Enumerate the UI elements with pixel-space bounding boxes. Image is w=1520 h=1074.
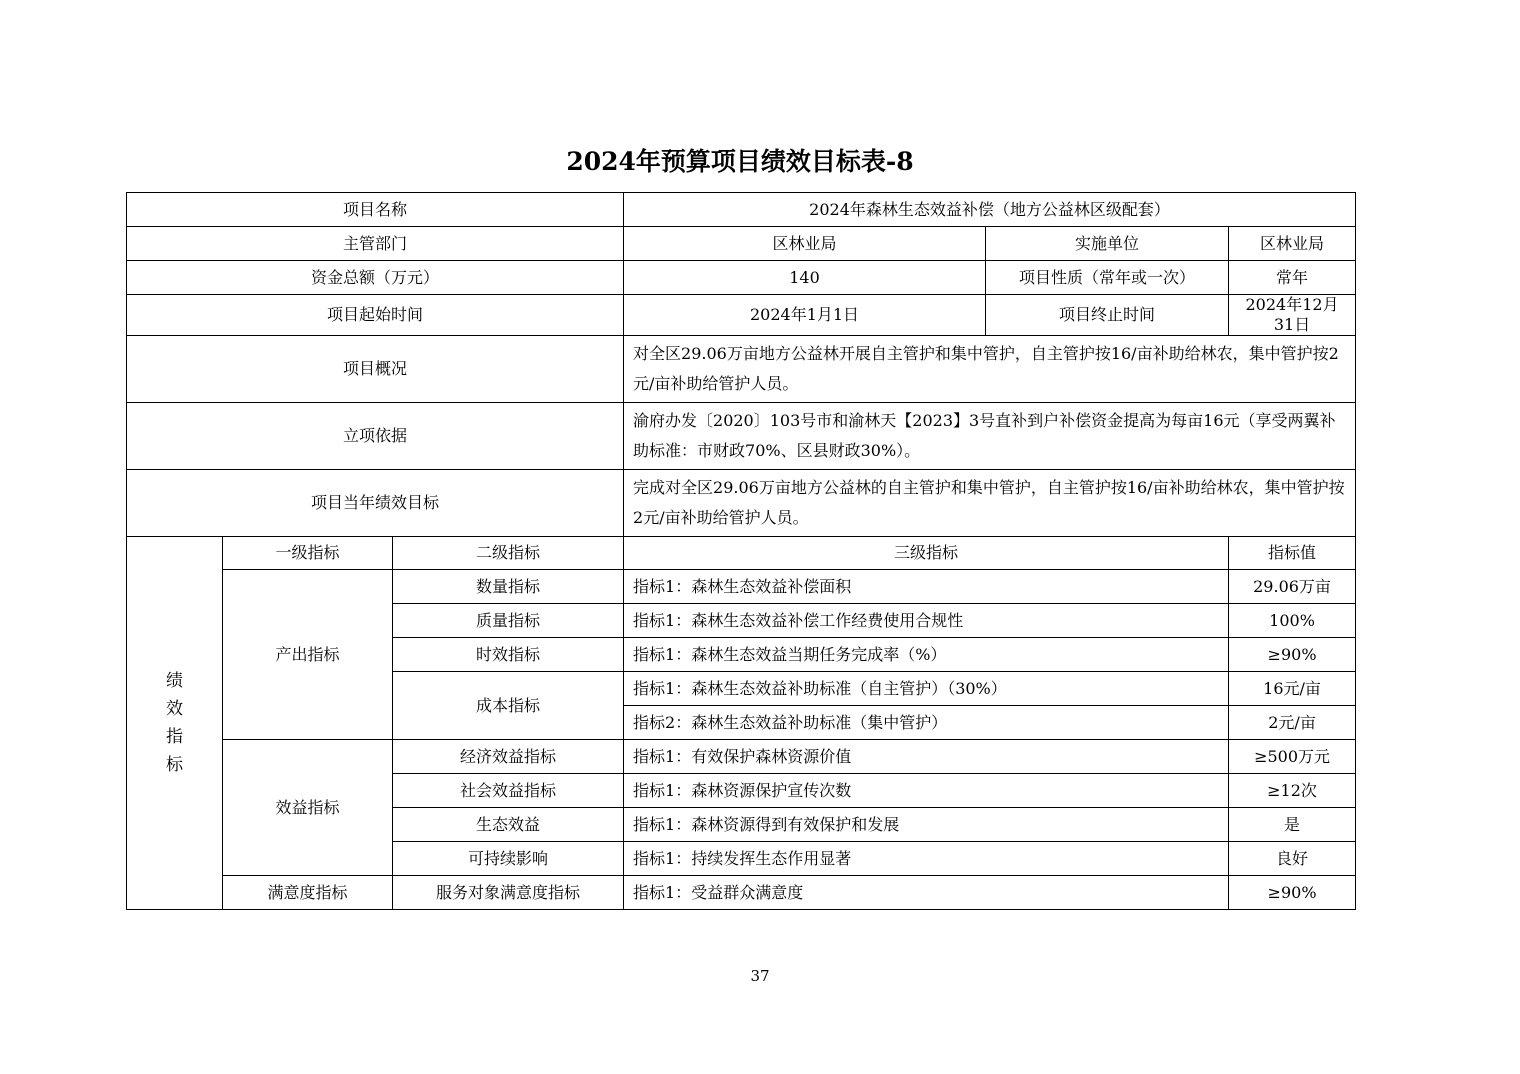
basis-label: 立项依据 — [127, 403, 624, 470]
level3-cell: 指标1：有效保护森林资源价值 — [624, 740, 1229, 774]
level3-cell: 指标1：受益群众满意度 — [624, 876, 1229, 910]
value-cell: ≥90% — [1229, 638, 1356, 672]
end-label: 项目终止时间 — [986, 295, 1229, 336]
row-quantity — [127, 570, 1356, 604]
row-economic — [127, 740, 1356, 774]
fund-label: 资金总额（万元） — [127, 261, 624, 295]
level2-cell: 社会效益指标 — [393, 774, 624, 808]
performance-indicators-side-label — [127, 537, 223, 910]
level3-cell: 指标1：森林生态效益补助标准（自主管护）（30%） — [624, 672, 1229, 706]
satisfaction-indicator-label: 满意度指标 — [223, 876, 393, 910]
project-name-label: 项目名称 — [127, 193, 624, 227]
value-cell: ≥500万元 — [1229, 740, 1356, 774]
impl-label: 实施单位 — [986, 227, 1229, 261]
header-level3: 三级指标 — [624, 537, 1229, 570]
fund-value: 140 — [624, 261, 986, 295]
level2-cell: 服务对象满意度指标 — [393, 876, 624, 910]
level3-cell: 指标1：森林资源得到有效保护和发展 — [624, 808, 1229, 842]
performance-table — [126, 192, 1356, 910]
level3-cell: 指标1：森林生态效益当期任务完成率（%） — [624, 638, 1229, 672]
side-char: 效 — [166, 699, 183, 719]
side-char: 绩 — [166, 671, 183, 691]
project-name-value: 2024年森林生态效益补偿（地方公益林区级配套） — [624, 193, 1356, 227]
impl-value: 区林业局 — [1229, 227, 1356, 261]
row-satisfaction — [127, 876, 1356, 910]
header-level2: 二级指标 — [393, 537, 624, 570]
row-goal — [127, 470, 1356, 537]
header-value: 指标值 — [1229, 537, 1356, 570]
row-basis — [127, 403, 1356, 470]
output-indicator-label: 产出指标 — [223, 570, 393, 740]
value-cell: 100% — [1229, 604, 1356, 638]
value-cell: 29.06万亩 — [1229, 570, 1356, 604]
value-cell: 是 — [1229, 808, 1356, 842]
dept-label: 主管部门 — [127, 227, 624, 261]
level2-cell: 时效指标 — [393, 638, 624, 672]
end-value: 2024年12月31日 — [1229, 295, 1356, 336]
side-char: 指 — [166, 727, 183, 747]
benefit-indicator-label: 效益指标 — [223, 740, 393, 876]
row-fund — [127, 261, 1356, 295]
nature-label: 项目性质（常年或一次） — [986, 261, 1229, 295]
row-project-name — [127, 193, 1356, 227]
side-char: 标 — [166, 755, 183, 775]
level3-cell: 指标1：持续发挥生态作用显著 — [624, 842, 1229, 876]
level2-cell: 可持续影响 — [393, 842, 624, 876]
level3-cell: 指标2：森林生态效益补助标准（集中管护） — [624, 706, 1229, 740]
row-dates — [127, 295, 1356, 336]
level2-cell: 数量指标 — [393, 570, 624, 604]
value-cell: ≥90% — [1229, 876, 1356, 910]
page-number: 37 — [750, 967, 770, 985]
level3-cell: 指标1：森林生态效益补偿面积 — [624, 570, 1229, 604]
level3-cell: 指标1：森林资源保护宣传次数 — [624, 774, 1229, 808]
start-value: 2024年1月1日 — [624, 295, 986, 336]
level3-cell: 指标1：森林生态效益补偿工作经费使用合规性 — [624, 604, 1229, 638]
overview-value: 对全区29.06万亩地方公益林开展自主管护和集中管护，自主管护按16/亩补助给林农，集中管护按2元/亩补助给管护人员。 — [624, 336, 1356, 403]
row-department — [127, 227, 1356, 261]
start-label: 项目起始时间 — [127, 295, 624, 336]
basis-value: 渝府办发〔2020〕103号市和渝林天【2023】3号直补到户补偿资金提高为每亩16元（享受两翼补助标准：市财政70%、区县财政30%）。 — [624, 403, 1356, 470]
value-cell: 良好 — [1229, 842, 1356, 876]
value-cell: 16元/亩 — [1229, 672, 1356, 706]
page-title: 2024年预算项目绩效目标表-8 — [566, 147, 914, 176]
dept-value: 区林业局 — [624, 227, 986, 261]
header-level1: 一级指标 — [223, 537, 393, 570]
level2-cell: 成本指标 — [393, 672, 624, 740]
row-overview — [127, 336, 1356, 403]
value-cell: 2元/亩 — [1229, 706, 1356, 740]
goal-value: 完成对全区29.06万亩地方公益林的自主管护和集中管护，自主管护按16/亩补助给林农，集中管护按2元/亩补助给管护人员。 — [624, 470, 1356, 537]
row-indicator-headers — [127, 537, 1356, 570]
level2-cell: 生态效益 — [393, 808, 624, 842]
goal-label: 项目当年绩效目标 — [127, 470, 624, 537]
value-cell: ≥12次 — [1229, 774, 1356, 808]
level2-cell: 经济效益指标 — [393, 740, 624, 774]
overview-label: 项目概况 — [127, 336, 624, 403]
nature-value: 常年 — [1229, 261, 1356, 295]
level2-cell: 质量指标 — [393, 604, 624, 638]
